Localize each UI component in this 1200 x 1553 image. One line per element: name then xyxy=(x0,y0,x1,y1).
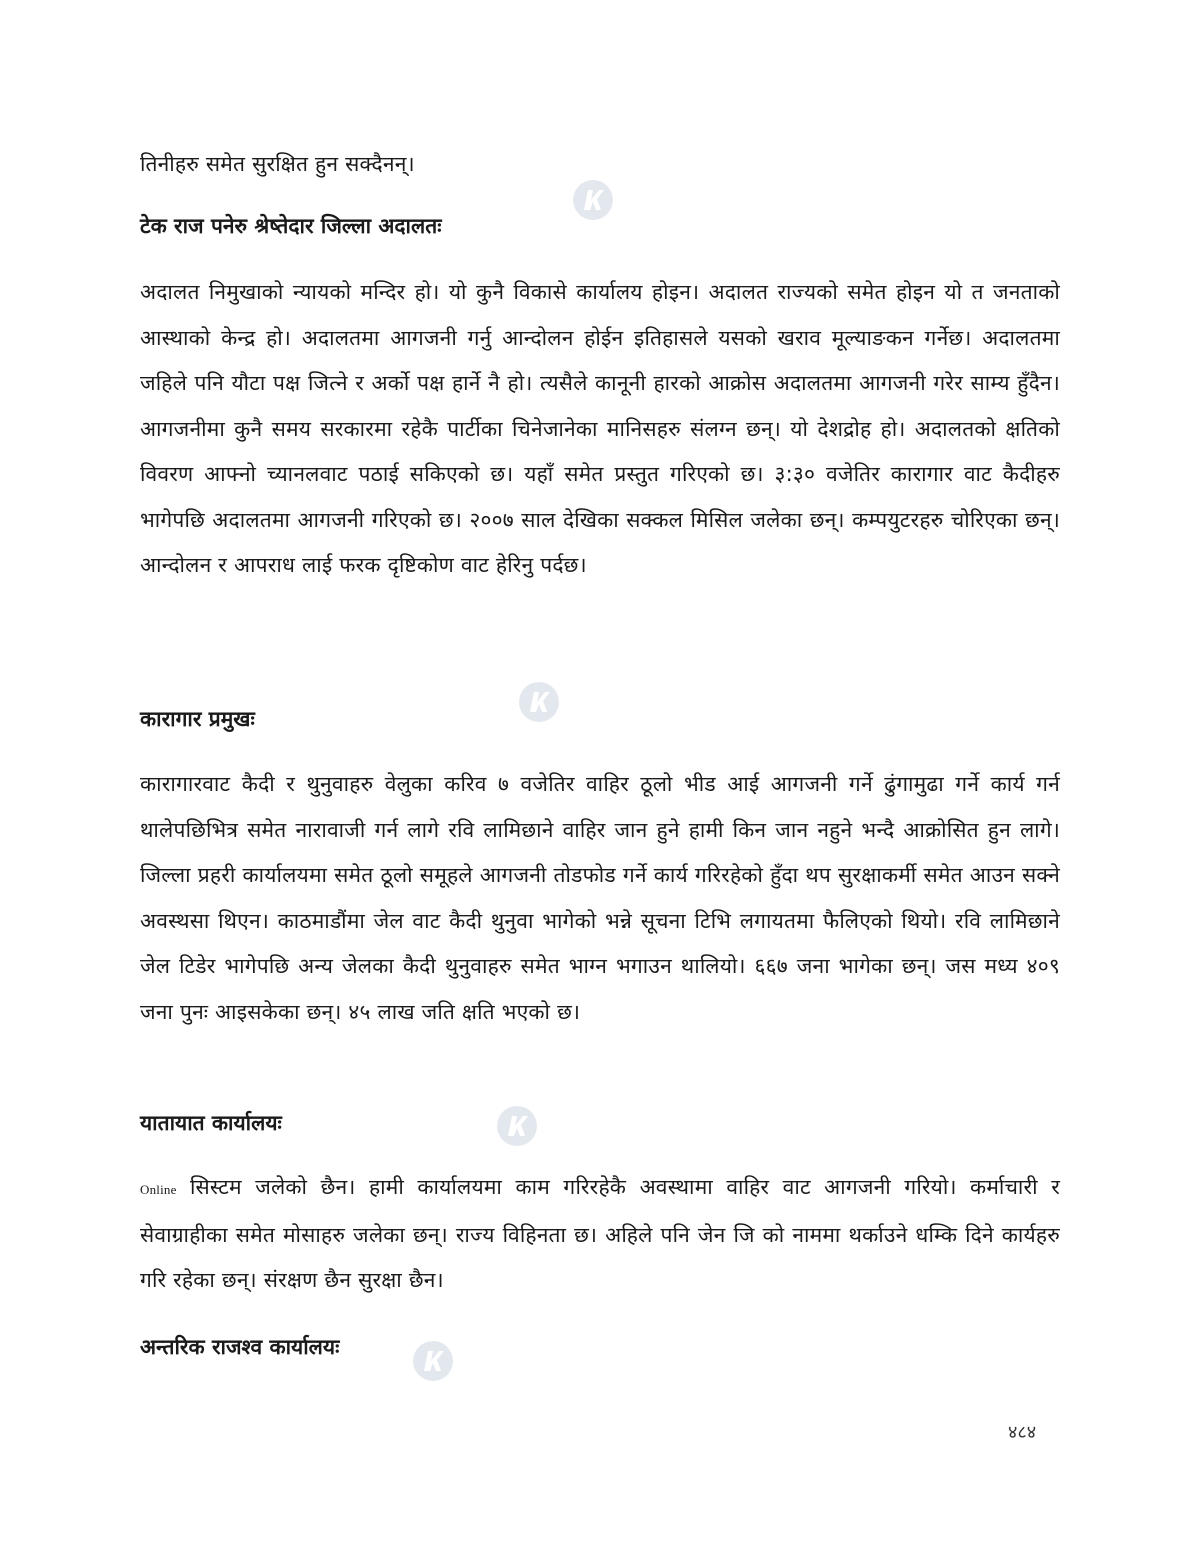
section-transport-office xyxy=(140,1108,1060,1138)
section-paragraph: अदालत निमुखाको न्यायको मन्दिर हो। यो कुनै विकासे कार्यालय होइन। अदालत राज्यको समेत होइन यो त जनताको आस्थाको केन्द्र हो। अदालतमा आगजनी गर्नु आन्दोलन होईन इतिहासले यसको खराव मूल्याङकन गर्नेछ। अदालतमा जहिले पनि यौटा पक्ष जित्ने र अर्को पक्ष हार्ने नै हो। त्यसैले कानूनी हारको आक्रोस अदालतमा आगजनी गरेर साम्य हुँदैन। आगजनीमा कुनै समय सरकारमा रहेकै पार्टीका चिनेजानेका मानिसहरु संलग्न छन्। यो देशद्रोह हो। अदालतको क्षतिको विवरण आफ्नो च्यानलवाट पठाई सकिएको छ। यहाँ समेत प्रस्तुत गरिएको छ। ३:३० वजेतिर कारागार वाट कैदीहरु भागेपछि अदालतमा आगजनी गरिएको छ। २००७ साल देखिका सक्कल मिसिल जलेका छन्। कम्पयुटरहरु चोरिएका छन्। आन्दोलन र आपराध लाई फरक दृष्टिकोण वाट हेरिनु पर्दछ। xyxy=(140,280,1060,577)
section-prison-chief-body xyxy=(140,762,1060,1035)
section-inland-revenue xyxy=(140,1332,1060,1362)
section-heading: अन्तरिक राजश्व कार्यालयः xyxy=(140,1335,340,1359)
section-paragraph: कारागारवाट कैदी र थुनुवाहरु वेलुका करिव ७ वजेतिर वाहिर ठूलो भीड आई आगजनी गर्ने ढुंगामुढा गर्ने कार्य गर्न थालेपछिभित्र समेत नारावाजी गर्न लागे रवि लामिछाने वाहिर जान हुने हामी किन जान नहुने भन्दै आक्रोसित हुन लागे। जिल्ला प्रहरी कार्यालयमा समेत ठूलो समूहले आगजनी तोडफोड गर्ने कार्य गरिरहेको हुँदा थप सुरक्षाकर्मी समेत आउन सक्ने अवस्थसा थिएन। काठमाडौंमा जेल वाट कैदी थुनुवा भागेको भन्ने सूचना टिभि लगायतमा फैलिएको थियो। रवि लामिछाने जेल टिडेर भागेपछि अन्य जेलका कैदी थुनुवाहरु समेत भाग्न भगाउन थालियो। ६६७ जना भागेका छन्। जस मध्य ४०९ जना पुनः आइसकेका छन्। ४५ लाख जति क्षति भएको छ। xyxy=(140,772,1060,1024)
section-prison-chief xyxy=(140,704,1060,734)
opening-line-block xyxy=(140,142,1060,188)
section-district-court-body xyxy=(140,270,1060,589)
section-district-court xyxy=(140,211,1060,241)
section-heading: टेक राज पनेरु श्रेष्तेदार जिल्ला अदालतः xyxy=(140,214,442,238)
section-paragraph xyxy=(140,1165,1060,1304)
section-heading: यातायात कार्यालयः xyxy=(140,1111,282,1135)
opening-line: तिनीहरु समेत सुरक्षित हुन सक्दैनन्। xyxy=(140,152,415,176)
section-heading: कारागार प्रमुखः xyxy=(140,707,255,731)
paragraph-text: सिस्टम जलेको छैन। हामी कार्यालयमा काम गरिरहेकै अवस्थामा वाहिर वाट आगजनी गरियो। कर्माचारी र सेवाग्राहीका समेत मोसाहरु जलेका छन्। राज्य विहिनता छ। अहिले पनि जेन जि को नाममा थर्काउने धम्कि दिने कार्यहरु गरि रहेका छन्। संरक्षण छैन सुरक्षा छैन। xyxy=(140,1175,1060,1292)
page-number: ४८४ xyxy=(1008,1422,1037,1443)
online-word: Online xyxy=(140,1182,177,1197)
section-transport-office-body xyxy=(140,1165,1060,1304)
